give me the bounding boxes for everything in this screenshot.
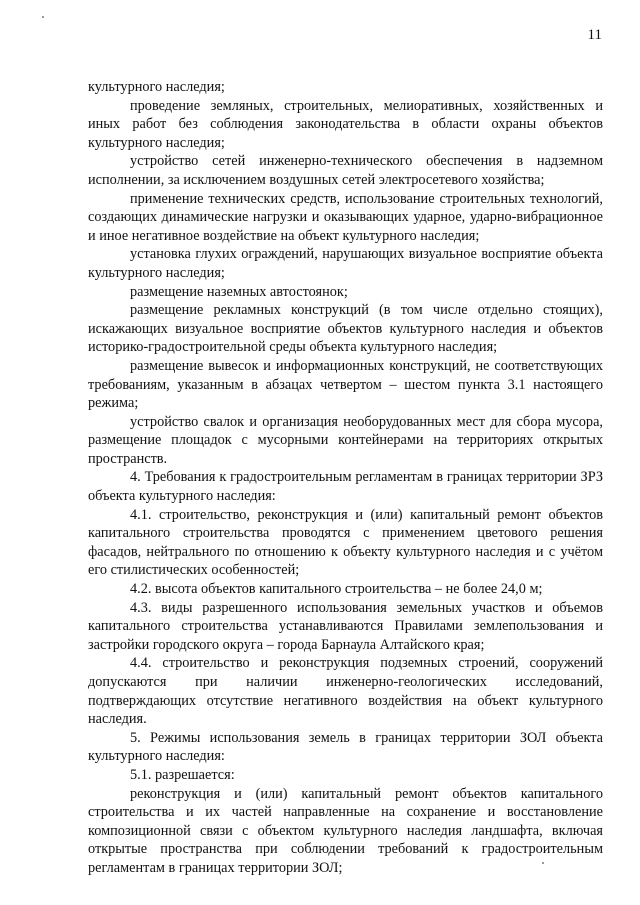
paragraph: размещение рекламных конструкций (в том числе отдельно стоящих), искажающих визуальное восприятие объектов культурного наследия и объектов историко-градостроительной среды объекта культурного наследия; [88, 302, 603, 356]
paragraph: реконструкция и (или) капитальный ремонт объектов капитального строительства и их частей направленные на сохранение и восстановление композиционной связи с объектом культурного наследия ландшафта, включая открытые пространства при соблюдении требований к градостроительным регламентам в границах территории ЗОЛ; [88, 785, 603, 876]
paragraph: 4.1. строительство, реконструкция и (или) капитальный ремонт объектов капитального строительства проводятся с применением цветового решения фасадов, нейтрального по отношению к объекту культурного наследия и с учётом его стилистических особенностей; [88, 506, 603, 579]
section-heading: 5. Режимы использования земель в границах территории ЗОЛ объекта культурного наследия: [88, 729, 603, 765]
paragraph: 4.2. высота объектов капитального строительства – не более 24,0 м; [130, 581, 543, 598]
section-heading: 4. Требования к градостроительным регламентам в границах территории ЗРЗ объекта культурного наследия: [88, 469, 603, 505]
paragraph: применение технических средств, использование строительных технологий, создающих динамические нагрузки и оказывающих ударное, ударно-вибрационное и иное негативное воздействие на объект культурного наследия; [88, 190, 603, 244]
paragraph: 4.3. виды разрешенного использования земельных участков и объемов капитального строительства устанавливаются Правилами землепользования и застройки городского округа – города Барнаула Алтайского края; [88, 599, 603, 653]
paragraph: установка глухих ограждений, нарушающих визуальное восприятие объекта культурного наследия; [88, 246, 603, 281]
scan-speck [542, 862, 544, 864]
paragraph-continuation: культурного наследия; [88, 79, 225, 95]
paragraph: размещение вывесок и информационных конструкций, не соответствующих требованиям, указанным в абзацах четвертом – шестом пункта 3.1 настоящего режима; [88, 357, 603, 412]
paragraph: 4.4. строительство и реконструкция подземных строений, сооружений допускаются при наличии инженерно-геологических исследований, подтверждающих отсутствие негативного воздействия на объект культурного наследия. [88, 655, 603, 728]
page-number: 11 [587, 27, 602, 43]
scan-speck [42, 16, 44, 18]
document-body [88, 78, 603, 878]
paragraph: 5.1. разрешается: [130, 766, 235, 783]
paragraph: устройство свалок и организация необорудованных мест для сбора мусора, размещение площадок с мусорными контейнерами на территориях открытых пространств. [88, 413, 603, 467]
paragraph: размещение наземных автостоянок; [130, 283, 348, 300]
paragraph: проведение земляных, строительных, мелиоративных, хозяйственных и иных работ без соблюдения законодательства в области охраны объектов культурного наследия; [88, 97, 603, 151]
paragraph: устройство сетей инженерно-технического обеспечения в надземном исполнении, за исключением воздушных сетей электросетевого хозяйства; [88, 153, 603, 188]
